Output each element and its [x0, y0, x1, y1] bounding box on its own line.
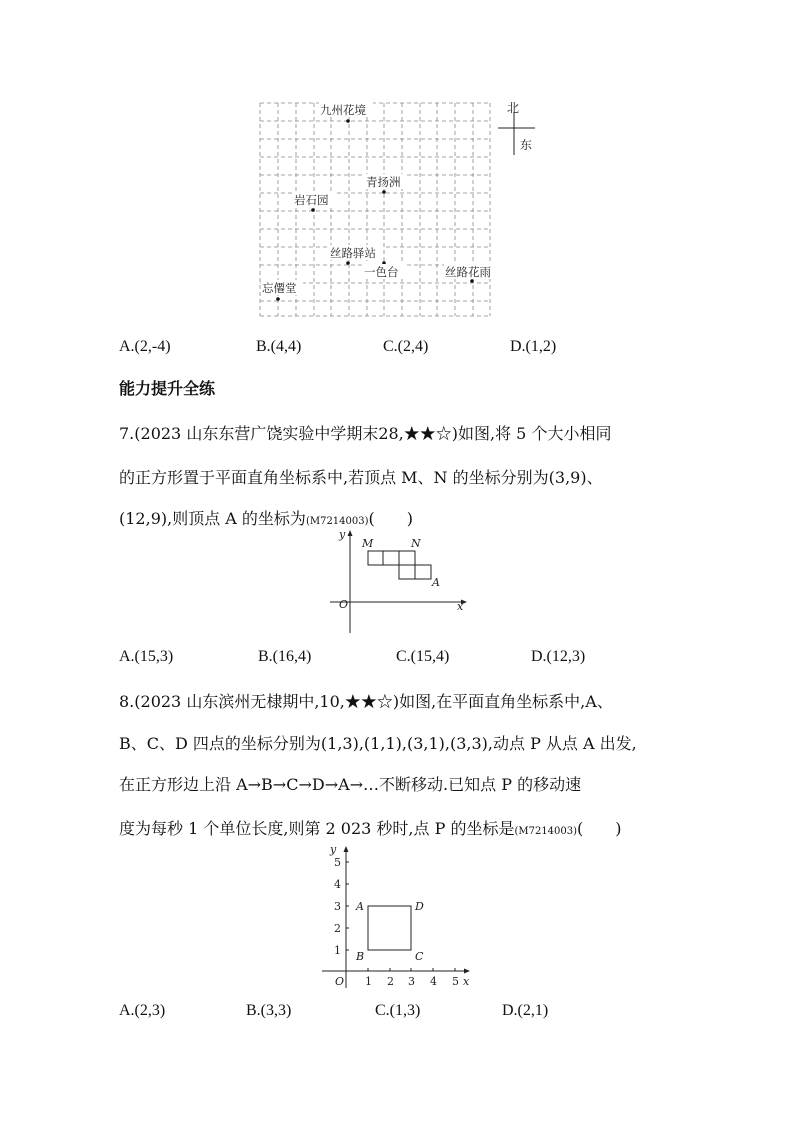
q6-option-b[interactable]: B.(4,4)	[256, 338, 302, 355]
q8-x-label: x	[463, 975, 470, 988]
q8-y-tick-label: 3	[334, 900, 341, 913]
place-label: 青扬洲	[366, 175, 401, 189]
q7-y-label: y	[339, 528, 346, 541]
q7-text-line-3	[119, 506, 413, 529]
q8-point-a: A	[356, 900, 364, 913]
place-dot-silu-yizhan	[346, 261, 350, 265]
q7-option-a[interactable]: A.(15,3)	[119, 648, 174, 665]
east-label: 东	[520, 138, 533, 152]
q8-text-line-4	[119, 816, 622, 839]
q7-code: (M7214003)	[305, 516, 369, 527]
place-label: 岩石园	[294, 193, 329, 207]
q8-text-line-3: 在正方形边上沿 A→B→C→D→A→…不断移动.已知点 P 的移动速	[119, 775, 582, 794]
q7-option-c[interactable]: C.(15,4)	[396, 648, 450, 665]
q7-point-n: N	[411, 537, 421, 550]
q7-square	[368, 551, 383, 565]
q8-point-d: D	[415, 900, 424, 913]
place-dot-silu-huayu	[470, 279, 474, 283]
q6-option-a[interactable]: A.(2,-4)	[119, 338, 171, 355]
place-dot-yanshi	[311, 208, 315, 212]
q8-x-tick-label: 3	[408, 975, 415, 988]
q8-x-tick-label: 5	[452, 975, 459, 988]
q7-origin-label: O	[339, 598, 349, 611]
q8-option-d[interactable]: D.(2,1)	[502, 1002, 549, 1019]
q8-code: (M7214003)	[514, 826, 578, 837]
q8-text-line-2: B、C、D 四点的坐标分别为(1,3),(1,1),(3,1),(3,3),动点 P 从点 A 出发,	[119, 734, 637, 753]
q7-text: (12,9),则顶点 A 的坐标为	[119, 509, 306, 528]
compass	[498, 101, 535, 155]
q6-option-d[interactable]: D.(1,2)	[510, 338, 557, 355]
q8-y-tick-label: 1	[334, 944, 341, 957]
q7-square	[399, 565, 415, 579]
q7-figure	[325, 528, 475, 640]
q8-text: 度为每秒 1 个单位长度,则第 2 023 秒时,点 P 的坐标是	[119, 819, 515, 838]
map-figure	[250, 95, 550, 325]
place-label: 一色台	[364, 265, 399, 279]
q7-text-line-1: 7.(2023 山东东营广饶实验中学期末28,★★☆)如图,将 5 个大小相同	[119, 424, 612, 443]
q7-point-a: A	[432, 576, 440, 589]
q7-square	[415, 565, 431, 579]
q7-text-line-2: 的正方形置于平面直角坐标系中,若顶点 M、N 的坐标分别为(3,9)、	[119, 468, 603, 487]
q8-point-b: B	[356, 950, 365, 963]
place-label: 九州花境	[320, 103, 366, 117]
north-label: 北	[507, 101, 520, 115]
q8-option-c[interactable]: C.(1,3)	[375, 1002, 421, 1019]
q8-square	[368, 906, 411, 950]
q8-y-arrow	[344, 846, 349, 852]
q8-x-tick-label: 4	[430, 975, 437, 988]
q7-y-arrow	[348, 530, 353, 536]
q8-y-tick-label: 5	[334, 856, 341, 869]
section-heading: 能力提升全练	[119, 379, 216, 398]
q6-option-c[interactable]: C.(2,4)	[383, 338, 429, 355]
q8-y-tick-label: 2	[334, 922, 341, 935]
q8-option-a[interactable]: A.(2,3)	[119, 1002, 166, 1019]
place-dot-wangtang	[276, 297, 280, 301]
q8-point-c: C	[415, 950, 424, 963]
q7-square	[399, 551, 415, 565]
place-dot-qingyang	[382, 190, 386, 194]
q8-y-tick-label: 4	[334, 878, 341, 891]
q7-square	[383, 551, 399, 565]
q7-option-d[interactable]: D.(12,3)	[531, 648, 586, 665]
q8-text-line-1: 8.(2023 山东滨州无棣期中,10,★★☆)如图,在平面直角坐标系中,A、	[119, 692, 613, 711]
q8-x-tick-label: 2	[387, 975, 394, 988]
q7-point-m: M	[362, 537, 374, 550]
q8-x-tick-label: 1	[365, 975, 372, 988]
q8-option-b[interactable]: B.(3,3)	[246, 1002, 292, 1019]
q8-x-arrow	[464, 969, 470, 974]
q8-answer-blank[interactable]: ( )	[577, 819, 622, 838]
place-dot-jiuzhou	[346, 119, 350, 123]
place-label: 丝路花雨	[445, 265, 491, 279]
place-label: 忘僊堂	[262, 281, 297, 295]
q7-x-label: x	[457, 600, 464, 613]
q8-y-label: y	[330, 843, 337, 856]
q7-option-b[interactable]: B.(16,4)	[258, 648, 312, 665]
place-label: 丝路驿站	[330, 246, 376, 260]
q7-answer-blank[interactable]: ( )	[368, 509, 414, 528]
q8-origin-label: O	[335, 975, 345, 988]
q8-figure	[318, 843, 478, 993]
